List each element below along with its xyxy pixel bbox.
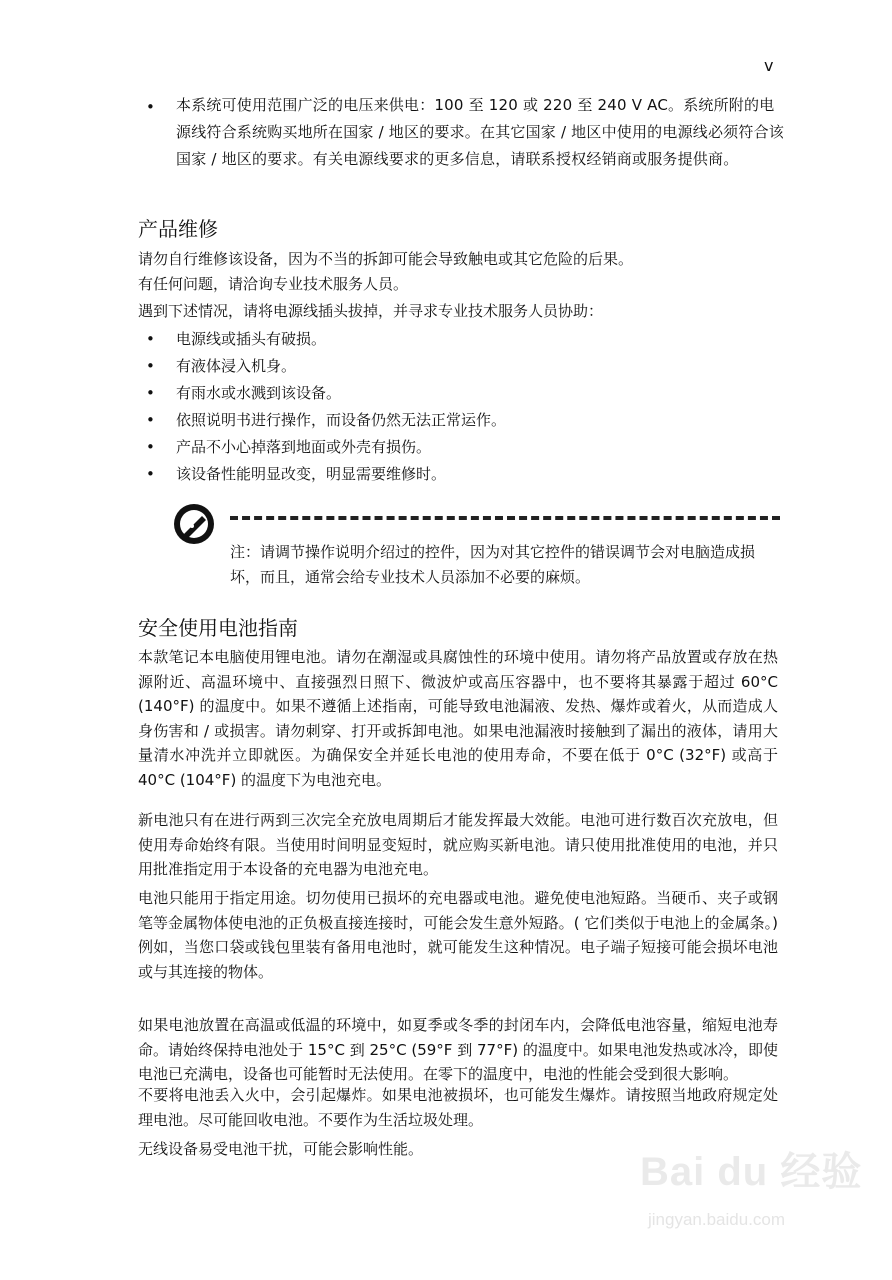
repair-intro xyxy=(138,247,788,297)
list-item-text: 电源线或插头有破损。 xyxy=(176,330,327,348)
repair-bullet-list xyxy=(138,326,506,488)
battery-paragraph-5: 不要将电池丢入火中，会引起爆炸。如果电池被损坏，也可能发生爆炸。请按照当地政府规定处理电池。尽可能回收电池。不要作为生活垃圾处理。 xyxy=(138,1086,778,1129)
page-number: v xyxy=(764,56,774,75)
list-item-text: 有雨水或水溅到该设备。 xyxy=(176,384,342,402)
note-pen-icon xyxy=(172,502,216,546)
battery-paragraph-6: 无线设备易受电池干扰，可能会影响性能。 xyxy=(138,1140,424,1158)
power-bullet-text: 本系统可使用范围广泛的电压来供电：100 至 120 或 220 至 240 V AC。系统所附的电源线符合系统购买地所在国家 / 地区的要求。在其它国家 / 地区中使用的电源线必须符合该国家 / 地区的要求。有关电源线要求的更多信息，请联系授权经销商或服务提供商。 xyxy=(176,96,784,168)
list-item xyxy=(138,353,506,380)
bullet-dot: • xyxy=(146,330,155,348)
bullet-dot: • xyxy=(146,384,155,402)
list-item xyxy=(138,326,506,353)
list-item-text: 依照说明书进行操作，而设备仍然无法正常运作。 xyxy=(176,411,507,429)
section-heading-battery: 安全使用电池指南 xyxy=(138,616,298,640)
list-item-text: 产品不小心掉落到地面或外壳有损伤。 xyxy=(176,438,432,456)
bullet-dot: • xyxy=(146,438,155,456)
bullet-dot: • xyxy=(146,411,155,429)
list-item xyxy=(138,407,506,434)
note-text: 注：请调节操作说明介绍过的控件，因为对其它控件的错误调节会对电脑造成损坏，而且，通常会给专业技术人员添加不必要的麻烦。 xyxy=(230,543,756,586)
battery-paragraph-2: 新电池只有在进行两到三次完全充放电周期后才能发挥最大效能。电池可进行数百次充放电，但使用寿命始终有限。当使用时间明显变短时，就应购买新电池。请只使用批准使用的电池，并只用批准指定用于本设备的充电器为电池充电。 xyxy=(138,811,778,878)
list-item xyxy=(138,380,506,407)
note-box xyxy=(172,502,782,592)
repair-situations: 遇到下述情况，请将电源线插头拔掉，并寻求专业技术服务人员协助： xyxy=(138,302,604,320)
watermark-url: jingyan.baidu.com xyxy=(648,1210,786,1229)
repair-intro-line1: 请勿自行维修该设备，因为不当的拆卸可能会导致触电或其它危险的后果。 xyxy=(138,250,634,268)
battery-paragraph-4: 如果电池放置在高温或低温的环境中，如夏季或冬季的封闭车内，会降低电池容量，缩短电池寿命。请始终保持电池处于 15°C 到 25°C (59°F 到 77°F) 的温度中。如果电池发热或冰冷，即使电池已充满电，设备也可能暂时无法使用。在零下的温度中，电池的性能会受到很大影响。 xyxy=(138,1016,778,1083)
list-item-text: 有液体浸入机身。 xyxy=(176,357,297,375)
bullet-dot: • xyxy=(146,465,155,483)
bullet-dot: • xyxy=(146,98,155,116)
list-item xyxy=(138,434,506,461)
baidu-watermark xyxy=(640,1140,870,1260)
note-divider xyxy=(230,516,780,520)
watermark-logo: Bai du 经验 xyxy=(640,1150,863,1194)
battery-paragraph-1: 本款笔记本电脑使用锂电池。请勿在潮湿或具腐蚀性的环境中使用。请勿将产品放置或存放在热源附近、高温环境中、直接强烈日照下、微波炉或高压容器中，也不要将其暴露于超过 60°C (140°F) 的温度中。如果不遵循上述指南，可能导致电池漏液、发热、爆炸或着火，从而造成人身伤害和 / 或损害。请勿刺穿、打开或拆卸电池。如果电池漏液时接触到了漏出的液体，请用大量清水冲洗并立即就医。为确保安全并延长电池的使用寿命，不要在低于 0°C (32°F) 或高于 40°C (104°F) 的温度下为电池充电。 xyxy=(138,648,778,789)
list-item-text: 该设备性能明显改变，明显需要维修时。 xyxy=(176,465,447,483)
battery-paragraph-3: 电池只能用于指定用途。切勿使用已损坏的充电器或电池。避免使电池短路。当硬币、夹子或钢笔等金属物体使电池的正负极直接连接时，可能会发生意外短路。( 它们类似于电池上的金属条。) 例如，当您口袋或钱包里装有备用电池时，就可能发生这种情况。电子端子短接可能会损坏电池或与其连接的物体。 xyxy=(138,889,778,981)
section-heading-repair: 产品维修 xyxy=(138,217,218,241)
list-item xyxy=(138,461,506,488)
bullet-dot: • xyxy=(146,357,155,375)
repair-intro-line2: 有任何问题，请洽询专业技术服务人员。 xyxy=(138,275,409,293)
